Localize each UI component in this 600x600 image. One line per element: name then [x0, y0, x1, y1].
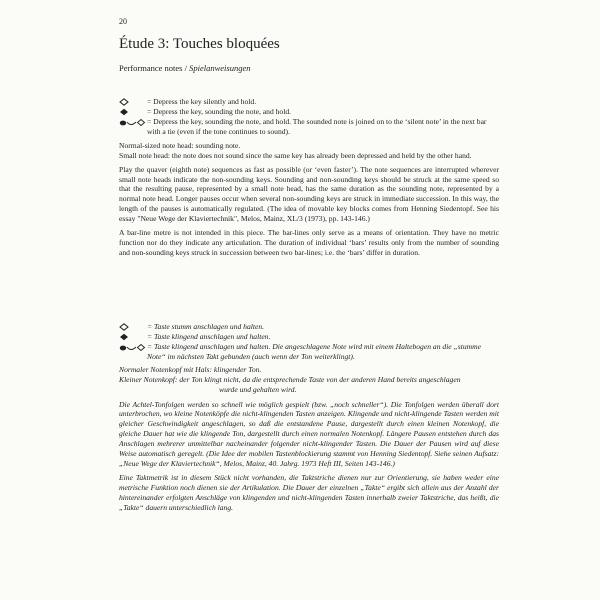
legend-row: [119, 117, 499, 137]
normal-head-note: Normal-sized note head: sounding note.: [119, 140, 241, 150]
paragraph: A bar-line metre is not intended in this piece. The bar-lines only serve as a means of orientation. They have no metric function nor do they indicate any articulation. The duration of individual ‘bars’ results only from the number of sounding and non-sounding keys struck in succession between two bar-lines; i.e. the ‘bars’ differ in duration.: [119, 228, 499, 257]
english-notes: [119, 97, 499, 258]
hollow-diamond-icon: [119, 97, 147, 107]
page-number: 20: [119, 17, 127, 26]
legend-text: = Taste klingend anschlagen und halten. Die angeschlagene Note wird mit einem Haltebogen an die „stumme Note“ im nächsten Takt gebunden (auch wenn der Ton weiterklingt).: [147, 342, 481, 361]
hollow-diamond-icon: [119, 322, 147, 332]
small-head-note: Small note head: the note does not sound since the same key has already been depressed and held by the other hand.: [119, 150, 472, 160]
small-head-note: Kleiner Notenkopf: der Ton klingt nicht, da die entsprechende Taste von der anderen Hand bereits angeschlagen: [119, 374, 461, 384]
page-subtitle: [119, 63, 251, 73]
legend-text: = Depress the key, sounding the note, and hold. The sounded note is joined on to the ‘silent note’ in the next bar with a tie (even if the tone continues to sound).: [147, 117, 487, 136]
tied-notes-icon: [119, 117, 147, 127]
legend-text: = Depress the key, sounding the note, and hold.: [147, 107, 292, 116]
filled-diamond-icon: [119, 107, 147, 117]
paragraph: Play the quaver (eighth note) sequences as fast as possible (or ‘even faster’). The note sequences are interrupted wherever small note heads indicate the non-sounding keys. Sounding and non-sounding keys should be struck at the same speed so that the resulting pause, represented by a small note head, has the same duration as the sounding note, represented by a normal note head. Longer pauses occur when several non-sounding keys are struck in immediate succession. In this way, the length of the pauses is automatically regulated. (The idea of movable key blocks comes from Henning Siedentopf. See his essay "Neue Wege der Klaviertechnik", Melos, Mainz, XL/3 (1973), pp. 143-146.): [119, 164, 499, 224]
legend-text: = Depress the key silently and hold.: [147, 97, 257, 106]
normal-head-note: Normaler Notenkopf mit Hals: klingender Ton.: [119, 364, 262, 374]
page-title: Étude 3: Touches bloquées: [119, 36, 280, 52]
legend-row: [119, 107, 499, 117]
paragraph: Die Achtel-Tonfolgen werden so schnell wie möglich gespielt (bzw. „noch schneller“). Die Tonfolgen werden überall dort unterbrochen, wo kleine Notenköpfe die nicht-klingenden Tasten anzeigen. Klingende und nicht-klingende Tasten werden mit gleicher Geschwindigkeit angeschlagen, so daß die entstandene Pause, dargestellt durch einen kleinen Notenkopf, die gleiche Dauer hat wie die klingende Ton, dargestellt durch einen normalen Notenkopf. Längere Pausen entstehen durch das Anschlagen mehrerer unmittelbar nacheinander folgender nicht-klingender Tasten. Die Dauer der Pausen wird auf diese Weise automatisch geregelt. (Die Idee der mobilen Tastenblockierung stammt von Henning Siedentopf. Siehe seinen Aufsatz: „Neue Wege der Klaviertechnik“, Melos, Mainz, 40. Jahrg. 1973 Heft III, Seiten 143-146.): [119, 399, 499, 468]
small-head-note-continued: wurde und gehalten wird.: [219, 384, 297, 394]
legend-row: [119, 342, 499, 362]
german-notes: [119, 322, 499, 513]
filled-diamond-icon: [119, 332, 147, 342]
subtitle-english: Performance notes /: [119, 63, 190, 73]
legend-row: [119, 97, 499, 107]
subtitle-german: Spielanweisungen: [189, 63, 251, 73]
tied-notes-icon: [119, 342, 147, 352]
legend-text: = Taste klingend anschlagen und halten.: [147, 332, 271, 341]
paragraph: Eine Taktmetrik ist in diesem Stück nicht vorhanden, die Taktstriche dienen nur zur Orientierung, sie haben weder eine metrische Funktion noch dienen sie der Artikulation. Die Dauer der einzelnen „Takte“ ergibt sich allein aus der Anzahl der hintereinander erfolgten Anschläge von klingenden und nicht-klingenden Tasten innerhalb zweier Taktstriche, das heißt, die „Takte“ dauern unterschiedlich lang.: [119, 472, 499, 512]
legend-row: [119, 332, 499, 342]
legend-row: [119, 322, 499, 332]
legend-text: = Taste stumm anschlagen und halten.: [147, 322, 265, 331]
